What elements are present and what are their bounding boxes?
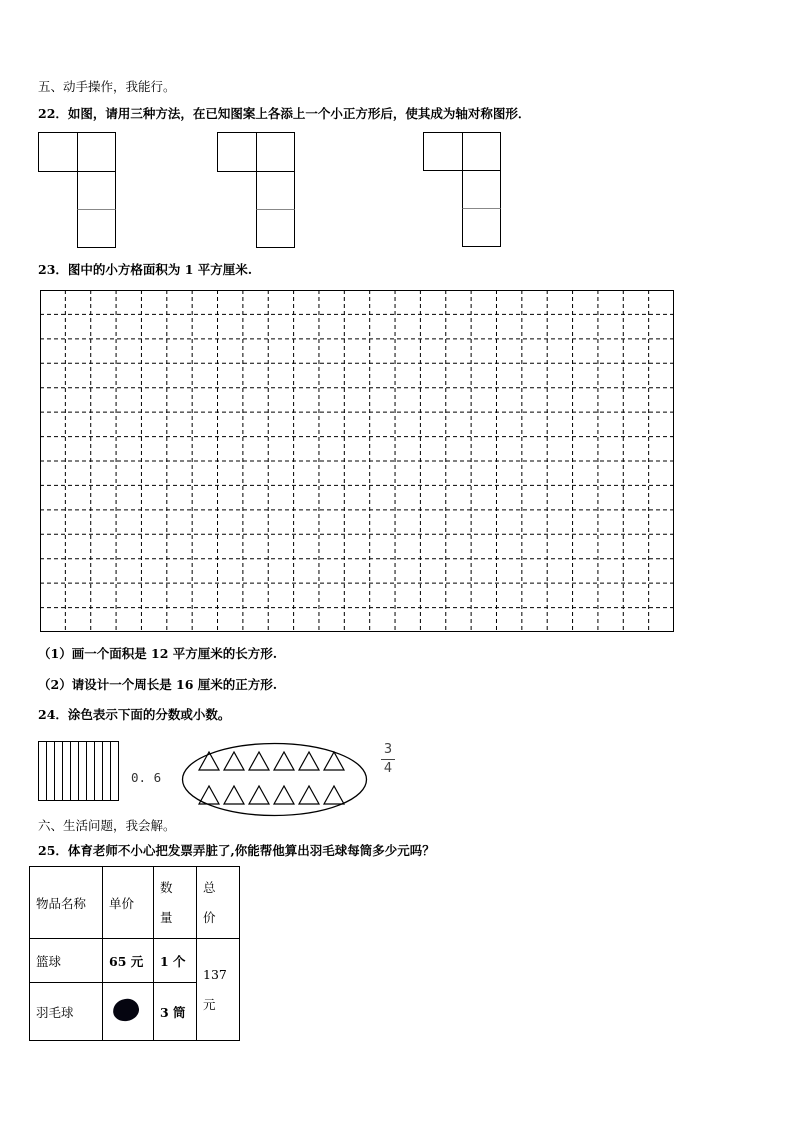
- table-row: [30, 939, 240, 983]
- triangle-icon: [324, 786, 344, 804]
- row-basketball-quantity: 1 个: [154, 939, 197, 983]
- question-23-text: 23．图中的小方格面积为 1 平方厘米.: [38, 262, 253, 277]
- question-23-part-1: （1）画一个面积是 12 平方厘米的长方形.: [38, 646, 278, 661]
- square-grid: [40, 290, 674, 632]
- triangle-icon: [274, 752, 294, 770]
- header-total: [197, 867, 240, 939]
- row-badminton-name: 羽毛球: [30, 983, 103, 1041]
- pattern-square: [423, 132, 463, 171]
- question-23-part-2: （2）请设计一个周长是 16 厘米的正方形.: [38, 677, 278, 692]
- fraction-denominator: 4: [383, 761, 393, 776]
- triangle-icon: [299, 752, 319, 770]
- pattern-square: [462, 208, 501, 247]
- strip-frame: [38, 741, 119, 801]
- triangle-icon: [274, 786, 294, 804]
- total-price-unit: 元: [203, 996, 216, 1012]
- triangle-icon: [224, 786, 244, 804]
- pattern-square: [77, 209, 116, 248]
- triangle-icon: [249, 786, 269, 804]
- row-badminton-price: [103, 983, 154, 1041]
- pattern-square: [77, 171, 116, 210]
- triangle-icon: [249, 752, 269, 770]
- pattern-square: [256, 171, 295, 210]
- header-total-line-2: 价: [203, 909, 216, 925]
- header-total-line-1: 总: [203, 879, 216, 895]
- pattern-square: [462, 170, 501, 209]
- header-unit-price: 单价: [103, 867, 154, 939]
- question-25-text: 25．体育老师不小心把发票弄脏了,你能帮他算出羽毛球每筒多少元吗？: [38, 843, 435, 858]
- fraction-label: [380, 742, 396, 777]
- fraction-numerator: 3: [383, 742, 393, 757]
- header-quantity-line-1: 数: [160, 879, 173, 895]
- total-price-cell: [197, 939, 240, 1041]
- table-row: [30, 867, 240, 939]
- question-24-text: 24．涂色表示下面的分数或小数。: [38, 707, 231, 722]
- section-6-heading: 六、生活问题，我会解。: [38, 818, 176, 833]
- header-quantity-line-2: 量: [160, 909, 173, 925]
- decimal-label: 0. 6: [131, 770, 162, 785]
- row-badminton-quantity: 3 筒: [154, 983, 197, 1041]
- total-price-value: 137: [203, 966, 227, 982]
- pattern-square: [256, 209, 295, 248]
- triangle-icon: [299, 786, 319, 804]
- fraction-bar: [381, 759, 395, 760]
- question-22-text: 22．如图，请用三种方法，在已知图案上各添上一个小正方形后，使其成为轴对称图形．: [38, 106, 531, 121]
- row-basketball-price: 65 元: [103, 939, 154, 983]
- pattern-square: [462, 132, 501, 171]
- triangle-icon: [224, 752, 244, 770]
- pattern-square: [77, 132, 116, 172]
- header-quantity: [154, 867, 197, 939]
- invoice-table: [29, 866, 240, 1041]
- header-item-name: 物品名称: [30, 867, 103, 939]
- pattern-square: [256, 132, 295, 172]
- pattern-square: [217, 132, 257, 172]
- triangle-ellipse-figure: [181, 742, 368, 817]
- ink-stain-icon: [112, 997, 141, 1022]
- section-5-heading: 五、动手操作，我能行。: [38, 79, 176, 94]
- row-basketball-name: 篮球: [30, 939, 103, 983]
- pattern-square: [38, 132, 78, 172]
